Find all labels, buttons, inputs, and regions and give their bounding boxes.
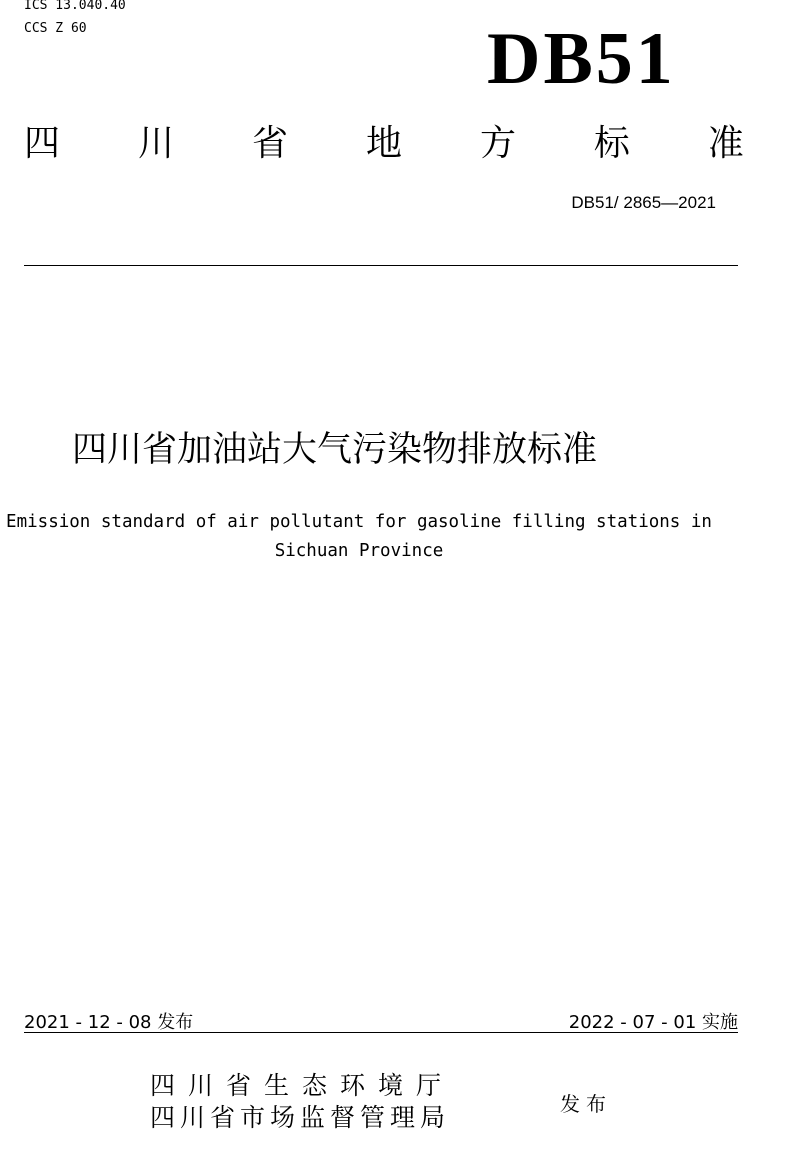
- ccs-code: CCS Z 60: [24, 21, 87, 36]
- db-logo: DB51: [487, 18, 676, 100]
- top-divider: [24, 265, 738, 266]
- issuer-market-regulation: 四川省市场监督管理局: [150, 1103, 451, 1132]
- standard-type-char: 川: [137, 123, 174, 164]
- standard-type-char: 省: [251, 123, 288, 164]
- title-chinese: 四川省加油站大气污染物排放标准: [72, 430, 598, 470]
- issuer-ecology-department: 四川省生态环境厅: [150, 1071, 455, 1100]
- ics-code: ICS 13.040.40: [24, 0, 126, 13]
- standard-number: DB51/ 2865—2021: [571, 193, 716, 212]
- issue-date: 2021 - 12 - 08 发布: [24, 1012, 194, 1033]
- implementation-date: 2022 - 07 - 01 实施: [568, 1012, 738, 1033]
- publish-label: 发布: [560, 1092, 612, 1116]
- standard-type-char: 方: [479, 123, 516, 164]
- standard-type-heading: [24, 122, 744, 166]
- standard-type-char: 准: [707, 123, 744, 164]
- standard-type-char: 地: [365, 123, 402, 164]
- bottom-divider: [24, 1032, 738, 1033]
- title-english: Emission standard of air pollutant for gasoline filling stations in Sichuan Province: [6, 512, 712, 561]
- standard-type-char: 标: [593, 123, 630, 164]
- standard-type-char: 四: [24, 123, 61, 164]
